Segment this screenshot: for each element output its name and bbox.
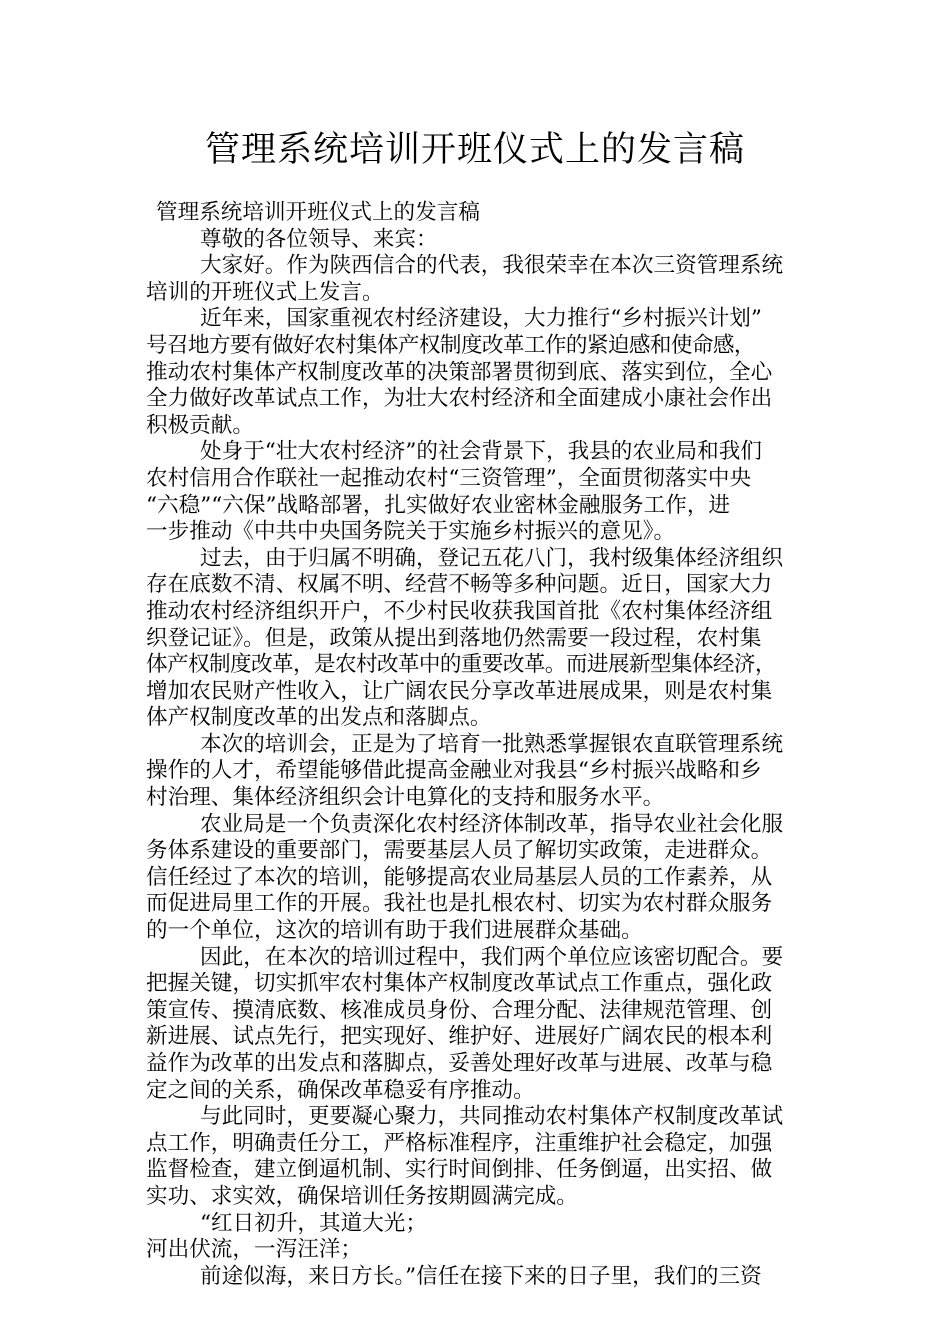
paragraph-line: 本次的培训会，正是为了培育一批熟悉掌握银农直联管理系统	[200, 731, 784, 757]
poem-line: “红日初升，其道大光；	[200, 1210, 427, 1236]
paragraph-line: 大家好。作为陕西信合的代表，我很荣幸在本次三资管理系统	[200, 253, 784, 279]
paragraph-line: 全力做好改革试点工作，为壮大农村经济和全面建成小康社会作出	[146, 386, 773, 412]
paragraph-line: 新进展、试点先行，把实现好、维护好、进展好广阔农民的根本利	[146, 1024, 773, 1050]
paragraph-line: 定之间的关系，确保改革稳妥有序推动。	[146, 1077, 535, 1103]
poem-line: 河出伏流，一泻汪洋；	[146, 1237, 362, 1263]
salutation-line: 尊敬的各位领导、来宾：	[200, 226, 438, 252]
paragraph-line: 体产权制度改革，是农村改革中的重要改革。而进展新型集体经济，	[146, 652, 776, 678]
paragraph-line: 监督检查，建立倒逼机制、实行时间倒排、任务倒逼，出实招、做	[146, 1157, 773, 1183]
paragraph-line: “六稳”“六保”战略部署，扎实做好农业密林金融服务工作，进	[146, 492, 731, 518]
paragraph-line: 实功、求实效，确保培训任务按期圆满完成。	[146, 1183, 578, 1209]
paragraph-line: 益作为改革的出发点和落脚点，妥善处理好改革与进展、改革与稳	[146, 1051, 773, 1076]
paragraph-line: 策宣传、摸清底数、核准成员身份、合理分配、法律规范管理、创	[146, 997, 773, 1023]
paragraph-line: 务体系建设的重要部门，需要基层人员了解切实政策，走进群众。	[146, 838, 773, 864]
subtitle-line: 管理系统培训开班仪式上的发言稿	[156, 200, 480, 225]
paragraph-line: 近年来，国家重视农村经济建设，大力推行“乡村振兴计划”	[200, 306, 762, 332]
paragraph-line: 处身于“壮大农村经济”的社会背景下，我县的农业局和我们	[200, 439, 762, 465]
paragraph-line: 点工作，明确责任分工，严格标准程序，注重维护社会稳定，加强	[146, 1130, 773, 1156]
paragraph-line: 操作的人才，希望能够借此提高金融业对我县“乡村振兴战略和乡	[146, 758, 762, 784]
document-body	[146, 200, 818, 1290]
paragraph-line: 而促进局里工作的开展。我社也是扎根农村、切实为农村群众服务	[146, 891, 773, 917]
paragraph-line: 过去，由于归属不明确，登记五花八门，我村级集体经济组织	[200, 545, 784, 571]
paragraph-line: 与此同时，更要凝心聚力，共同推动农村集体产权制度改革试	[200, 1104, 784, 1130]
paragraph-line: 增加农民财产性收入，让广阔农民分享改革进展成果，则是农村集	[146, 678, 773, 704]
paragraph-line: 积极贡献。	[146, 412, 254, 438]
paragraph-line: 的一个单位，这次的培训有助于我们进展群众基础。	[146, 918, 643, 944]
paragraph-line: 存在底数不清、权属不明、经营不畅等多种问题。近日，国家大力	[146, 572, 773, 598]
paragraph-line: 农业局是一个负责深化农村经济体制改革，指导农业社会化服	[200, 811, 784, 837]
paragraph-line: 体产权制度改革的出发点和落脚点。	[146, 705, 492, 731]
paragraph-line: 农村信用合作联社一起推动农村“三资管理”，全面贯彻落实中央	[146, 465, 752, 491]
paragraph-line: 织登记证》。但是，政策从提出到落地仍然需要一段过程，农村集	[146, 625, 762, 651]
paragraph-line: 培训的开班仪式上发言。	[146, 279, 384, 305]
paragraph-line: 因此，在本次的培训过程中，我们两个单位应该密切配合。要	[200, 944, 784, 970]
paragraph-line: 前途似海，来日方长。”信任在接下来的日子里，我们的三资	[200, 1263, 762, 1289]
paragraph-line: 号召地方要有做好农村集体产权制度改革工作的紧迫感和使命感，	[146, 332, 755, 358]
paragraph-line: 一步推动《中共中央国务院关于实施乡村振兴的意见》。	[146, 519, 676, 545]
paragraph-line: 村治理、集体经济组织会计电算化的支持和服务水平。	[146, 785, 665, 811]
paragraph-line: 推动农村集体产权制度改革的决策部署贯彻到底、落实到位，全心	[146, 359, 773, 385]
document-title: 管理系统培训开班仪式上的发言稿	[204, 130, 745, 170]
paragraph-line: 推动农村经济组织开户，不少村民收获我国首批《农村集体经济组	[146, 598, 773, 624]
paragraph-line: 把握关键，切实抓牢农村集体产权制度改革试点工作重点，强化政	[146, 971, 773, 997]
paragraph-line: 信任经过了本次的培训，能够提高农业局基层人员的工作素养，从	[146, 864, 773, 890]
